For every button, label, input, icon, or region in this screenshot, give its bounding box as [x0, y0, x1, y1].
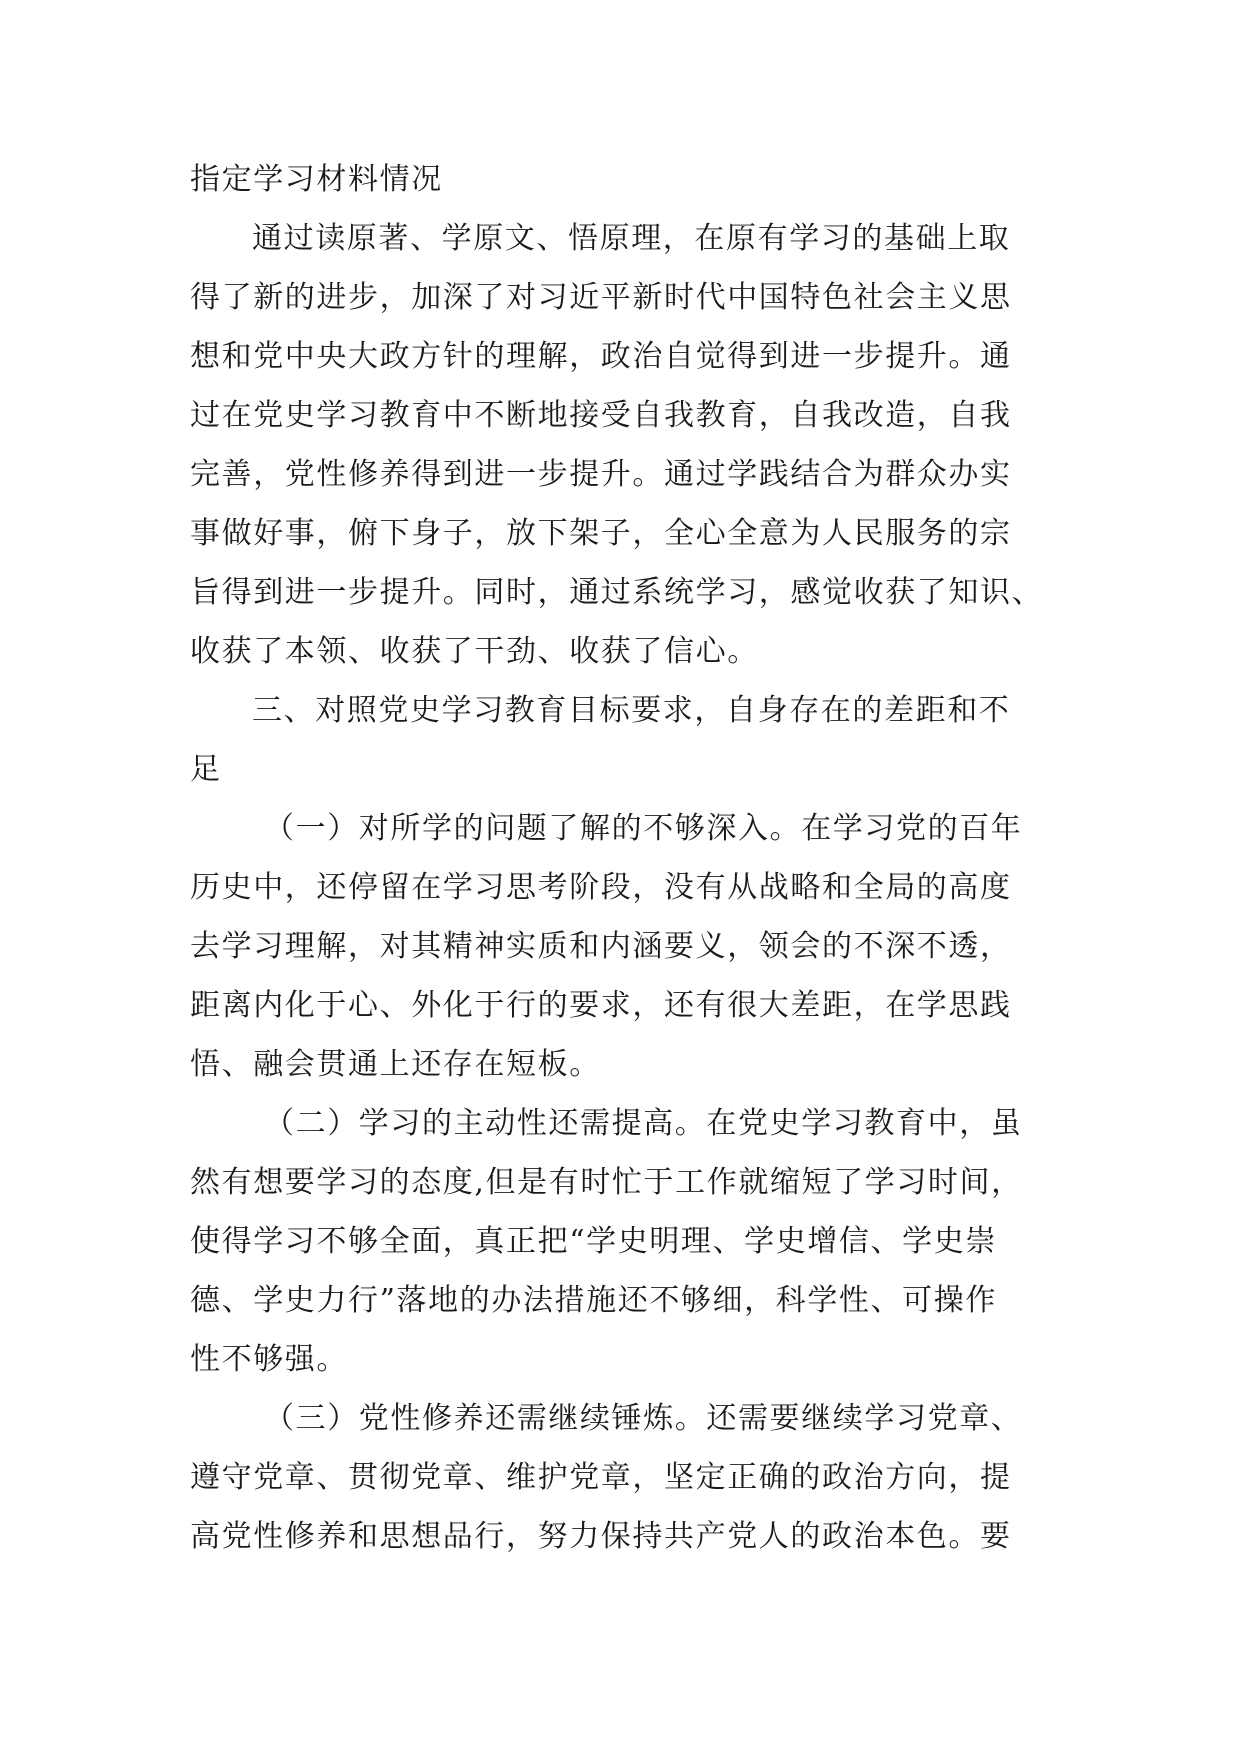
text-line: 使得学习不够全面，真正把“学史明理、学史增信、学史崇: [190, 1224, 997, 1259]
text-line: 悟、融会贯通上还存在短板。: [190, 1047, 601, 1082]
text-line: 旨得到进一步提升。同时，通过系统学习，感觉收获了知识、: [190, 575, 1044, 610]
text-line: 事做好事，俯下身子，放下架子，全心全意为人民服务的宗: [190, 516, 1012, 551]
text-line: 遵守党章、贯彻党章、维护党章，坚定正确的政治方向，提: [190, 1460, 1012, 1495]
subsection-first-line: （二）学习的主动性还需提高。在党史学习教育中，虽: [264, 1106, 1023, 1141]
text-line: 指定学习材料情况: [190, 162, 443, 197]
subsection-first-line: （一）对所学的问题了解的不够深入。在学习党的百年: [264, 811, 1023, 846]
text-line: 性不够强。: [190, 1342, 348, 1377]
paragraph-first-line: 通过读原著、学原文、悟原理，在原有学习的基础上取: [252, 221, 1011, 256]
section-heading-continuation: 足: [190, 752, 222, 787]
text-line: 距离内化于心、外化于行的要求，还有很大差距，在学思践: [190, 988, 1012, 1023]
document-body: [190, 150, 1070, 1566]
text-line: 得了新的进步，加深了对习近平新时代中国特色社会主义思: [190, 280, 1012, 315]
text-line: 德、学史力行”落地的办法措施还不够细，科学性、可操作: [190, 1283, 997, 1318]
text-line: 高党性修养和思想品行，努力保持共产党人的政治本色。要: [190, 1519, 1012, 1554]
text-line: 收获了本领、收获了干劲、收获了信心。: [190, 634, 759, 669]
text-line: 想和党中央大政方针的理解，政治自觉得到进一步提升。通: [190, 339, 1012, 374]
subsection-first-line: （三）党性修养还需继续锤炼。还需要继续学习党章、: [264, 1401, 1023, 1436]
text-line: 完善，党性修养得到进一步提升。通过学践结合为群众办实: [190, 457, 1012, 492]
text-line: 去学习理解，对其精神实质和内涵要义，领会的不深不透，: [190, 929, 1012, 964]
text-line: 过在党史学习教育中不断地接受自我教育，自我改造，自我: [190, 398, 1012, 433]
text-line: 历史中，还停留在学习思考阶段，没有从战略和全局的高度: [190, 870, 1012, 905]
section-heading: 三、对照党史学习教育目标要求，自身存在的差距和不: [252, 693, 1011, 728]
text-line: 然有想要学习的态度,但是有时忙于工作就缩短了学习时间，: [190, 1165, 1023, 1200]
